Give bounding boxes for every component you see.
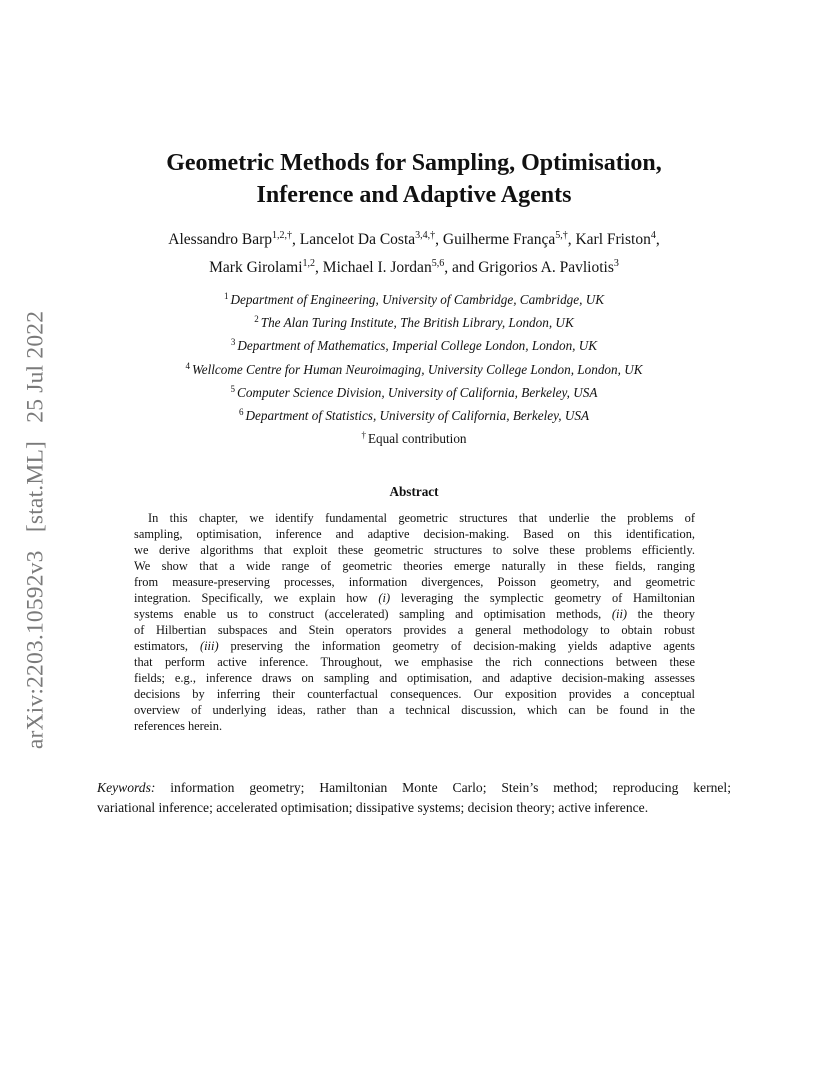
abstract-line: of Hilbertian subspaces and Stein operators provides a general methodology to obtain robust <box>134 623 695 637</box>
affiliation-2: $^2$ The Alan Turing Institute, The British Library, London, UK <box>254 314 574 331</box>
author-affiliation-marks: 1,2,† <box>272 230 293 241</box>
author-name: Guilherme França <box>442 231 556 248</box>
arxiv-date: 25 Jul 2022 <box>22 310 49 423</box>
author-name: Mark Girolami <box>209 259 303 276</box>
abstract-body <box>134 510 695 734</box>
author-affiliation-marks: 5,6 <box>431 258 445 269</box>
abstract-line: systems enable us to construct (accelerated) sampling and optimisation methods, (ii) the theory <box>134 607 695 621</box>
abstract-line: references herein. <box>134 719 223 733</box>
title-line-1: Geometric Methods for Sampling, Optimisation, <box>166 150 662 176</box>
affiliation-5: $^5$ Computer Science Division, University of California, Berkeley, USA <box>230 383 598 400</box>
keywords-line-2: variational inference; accelerated optimisation; dissipative systems; decision theory; active inference. <box>97 800 649 815</box>
title-line-2: Inference and Adaptive Agents <box>256 182 572 208</box>
enumeration-marker: (ii) <box>611 607 628 621</box>
abstract-line: fields; e.g., inference draws on sampling and optimisation, and adaptive decision-making assesses <box>134 671 695 685</box>
abstract-line: we derive algorithms that exploit these geometric structures to solve these problems efficiently. <box>134 543 695 557</box>
author-affiliation-marks: 5,† <box>555 230 568 241</box>
author-name: Alessandro Barp <box>168 231 273 248</box>
author-affiliation-marks: 4 <box>650 230 656 241</box>
abstract-line: integration. Specifically, we explain how (i) leveraging the symplectic geometry of Hamiltonian <box>134 591 695 605</box>
affiliation-4: $^4$ Wellcome Centre for Human Neuroimaging, University College London, London, UK <box>185 360 643 377</box>
enumeration-marker: (i) <box>378 591 391 605</box>
abstract-heading: Abstract <box>389 484 439 499</box>
abstract-line: decisions by inferring their counterfactual consequences. Our exposition provides a conceptual <box>134 687 695 701</box>
paper-title <box>0 147 828 211</box>
enumeration-marker: (iii) <box>199 639 219 653</box>
author-list <box>0 226 828 282</box>
author-name: Michael I. Jordan <box>322 259 432 276</box>
abstract-line: In this chapter, we identify fundamental geometric structures that underlie the problems of <box>148 511 695 525</box>
affiliation-list <box>0 288 828 450</box>
affiliation-6: $^6$ Department of Statistics, University of California, Berkeley, USA <box>238 407 590 424</box>
arxiv-id: arXiv:2203.10592v3 <box>22 550 49 750</box>
author-affiliation-marks: 3 <box>613 258 619 269</box>
abstract-line: that perform active inference. Throughout, we emphasise the rich connections between these <box>134 655 695 669</box>
keywords-line-1: Keywords: information geometry; Hamiltonian Monte Carlo; Stein’s method; reproducing kernel; <box>97 780 731 795</box>
author-line-2: Mark Girolami$^{1,2}$, Michael I. Jordan$^{5,6}$, and Grigorios A. Pavliotis$^3$ <box>209 258 619 276</box>
author-line-1: Alessandro Barp$^{1,2,\dagger}$, Lancelot Da Costa$^{3,4,\dagger}$, Guilherme França$^{5,\dagger}$, Karl Friston$^4$, <box>168 230 660 248</box>
keywords-label: Keywords: <box>97 780 156 795</box>
abstract-line: We show that a wide range of geometric theories emerge naturally in these fields, ranging <box>134 559 695 573</box>
affiliation-1: $^1$ Department of Engineering, University of Cambridge, Cambridge, UK <box>223 291 605 307</box>
author-name: Lancelot Da Costa <box>299 231 416 248</box>
author-name: Grigorios A. Pavliotis <box>478 259 614 276</box>
arxiv-category: [stat.ML] <box>22 440 49 533</box>
abstract-line: from measure-preserving processes, information divergences, Poisson geometry, and geometric <box>134 575 695 589</box>
author-affiliation-marks: 3,4,† <box>415 230 436 241</box>
equal-contribution-note: † Equal contribution <box>361 430 467 447</box>
keywords-block <box>97 778 731 818</box>
author-name: Karl Friston <box>575 231 651 248</box>
abstract-line: sampling, optimisation, inference and adaptive decision-making. Based on this identification, <box>134 527 695 541</box>
affiliation-3: $^3$ Department of Mathematics, Imperial College London, London, UK <box>230 337 598 354</box>
abstract-line: estimators, (iii) preserving the information geometry of decision-making yields adaptive agents <box>134 639 695 653</box>
abstract-line: overview of underlying ideas, rather than a technical discussion, which can be found in the <box>134 703 695 717</box>
author-affiliation-marks: 1,2 <box>302 258 316 269</box>
